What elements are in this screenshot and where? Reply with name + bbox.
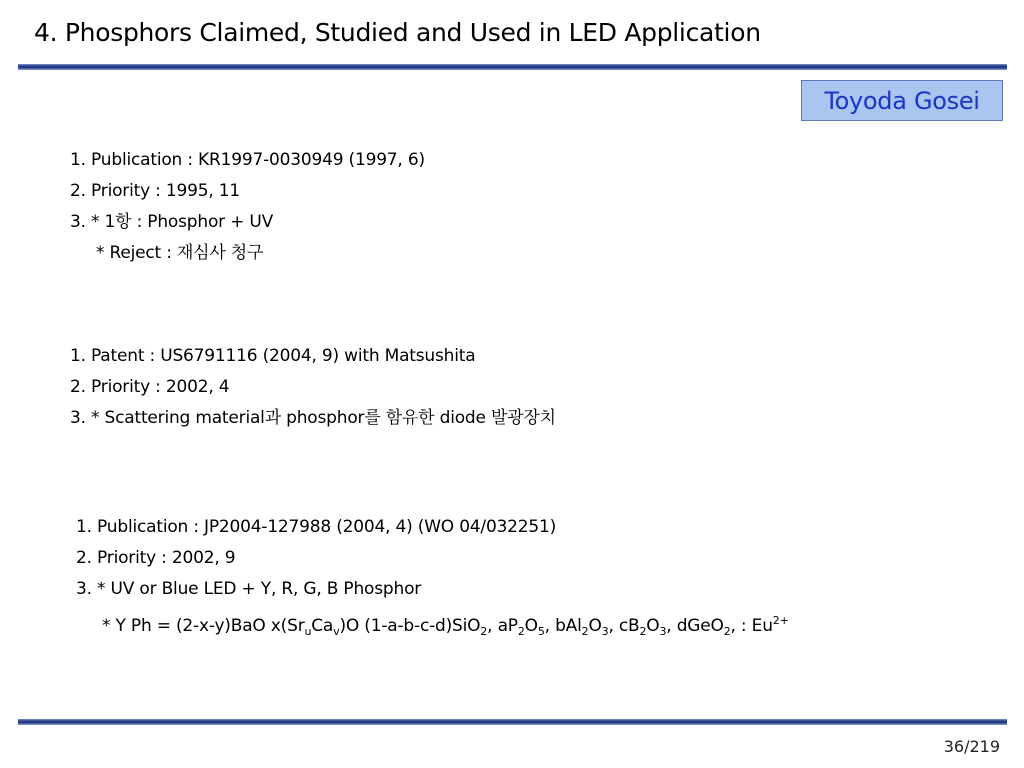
bottom-divider (18, 719, 1007, 725)
publication-line: 1. Publication : JP2004-127988 (2004, 4) (WO 04/032251) (76, 517, 557, 537)
company-label: Toyoda Gosei (801, 80, 1003, 121)
priority-line: 2. Priority : 1995, 11 (70, 181, 240, 201)
claim-line: 3. * 1항 : Phosphor + UV (70, 212, 274, 232)
top-divider (18, 64, 1007, 70)
section-us-patent (70, 341, 556, 434)
claim-line: 3. * Scattering material과 phosphor를 함유한 diode 발광장치 (70, 408, 556, 428)
priority-line: 2. Priority : 2002, 4 (70, 377, 230, 397)
priority-line: 2. Priority : 2002, 9 (76, 548, 236, 568)
phosphor-formula: * Y Ph = (2-x-y)BaO $x(Sr_uCa_v)O$ (1-a-b-c-d)SiO$_2$, $aP_2O_5$, $bAl_2O_3$, $cB_2O_3$, dGeO$_2$, : $Eu^{2+}$ (102, 614, 789, 638)
section-jp-publication (76, 512, 789, 636)
page-number: 36/219 (943, 737, 1000, 756)
claim-line: 3. * UV or Blue LED + Y, R, G, B Phosphor (76, 579, 422, 599)
publication-line: 1. Publication : KR1997-0030949 (1997, 6) (70, 150, 425, 170)
section-kr-publication (70, 145, 425, 269)
patent-line: 1. Patent : US6791116 (2004, 9) with Matsushita (70, 346, 476, 366)
slide-title: 4. Phosphors Claimed, Studied and Used in LED Application (34, 18, 761, 47)
reject-line: * Reject : 재심사 청구 (96, 243, 264, 263)
